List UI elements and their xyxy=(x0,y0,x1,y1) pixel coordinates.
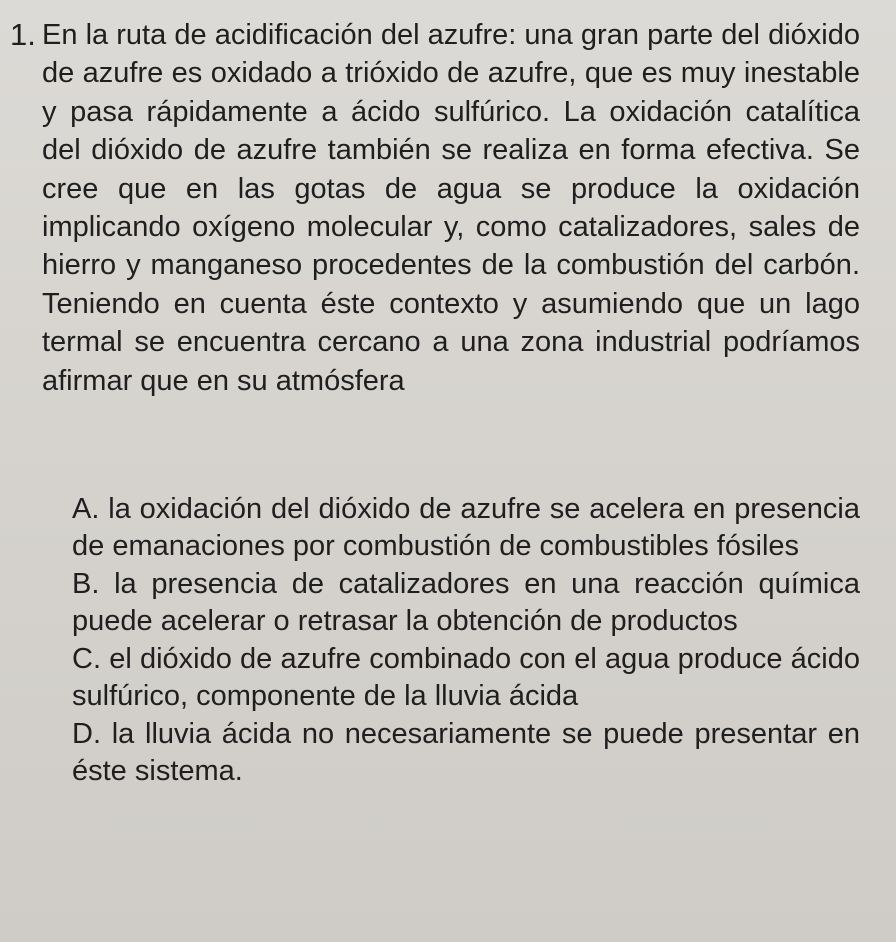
option-c-letter: C. xyxy=(72,643,101,675)
option-b[interactable] xyxy=(72,566,860,640)
option-b-letter: B. xyxy=(72,568,100,600)
option-c-text: el dióxido de azufre combinado con el agua produce ácido sulfúrico, componente de la lluvia ácida xyxy=(72,643,860,712)
option-d[interactable] xyxy=(72,716,860,790)
option-a[interactable] xyxy=(72,491,860,565)
option-c[interactable] xyxy=(72,641,860,715)
question-stem: En la ruta de acidificación del azufre: una gran parte del dióxido de azufre es oxidado a trióxido de azufre, que es muy inestable y pasa rápidamente a ácido sulfúrico. La oxidación catalítica del dióxido de azufre también se realiza en forma efectiva. Se cree que en las gotas de agua se produce la oxidación implicando oxígeno molecular y, como catalizadores, sales de hierro y manganeso procedentes de la combustión del carbón. Teniendo en cuenta éste contexto y asumiendo que un lago termal se encuentra cercano a una zona industrial podríamos afirmar que en su atmósfera xyxy=(42,19,860,397)
question-number: 1. xyxy=(10,17,36,52)
option-a-text: la oxidación del dióxido de azufre se acelera en presencia de emanaciones por combustión de combustibles fósiles xyxy=(72,493,861,562)
option-a-letter: A. xyxy=(72,493,100,525)
answer-options xyxy=(72,491,860,791)
option-b-text: la presencia de catalizadores en una reacción química puede acelerar o retrasar la obtención de productos xyxy=(72,568,860,637)
option-d-letter: D. xyxy=(72,718,101,750)
option-d-text: la lluvia ácida no necesariamente se puede presentar en éste sistema. xyxy=(72,718,860,787)
